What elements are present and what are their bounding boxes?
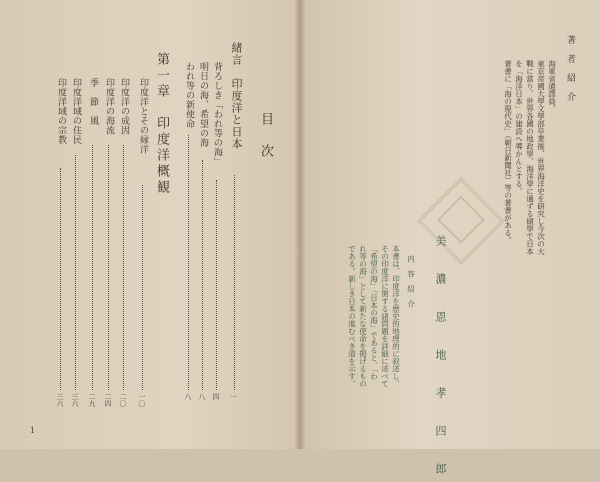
toc-entry: 印度洋域の宗教 [56,78,66,145]
toc-page-number: 八 [184,393,192,400]
toc-page-number: 三六 [56,393,64,407]
toc-leader [234,175,235,390]
author-bio-heading: 著 者 紹 介 [565,35,575,102]
toc-entry: 明日の海、希望の海 [198,62,208,148]
content-intro-line: 本書は、印度洋を歴史的地理的に叙述し、 [391,245,401,388]
author-bio-line: 東京帝國大學文學部卒業後、世界海洋史を研究し今次の大 [536,60,546,255]
author-name: 美 濃 恩 地 孝 四 郎 [434,235,447,482]
toc-leader [216,180,217,390]
toc-leader [142,185,143,390]
toc-leader [123,145,124,390]
author-bio-line: 戰に當り、世界各國の地政學、海洋學に通ずる碩學で日本 [525,60,535,255]
toc-entry: 季 節 風 [88,78,98,126]
toc-page-number: 二九 [88,393,96,407]
toc-page-number: 四 [212,393,220,400]
toc-page-number: 二四 [104,393,112,407]
toc-leader [60,168,61,390]
toc-page-number: 八 [198,393,206,400]
toc-entry: 印度洋とその縁洋 [138,78,148,154]
toc-leader [202,160,203,390]
toc-entry: 印度洋の海流 [104,78,114,135]
toc-entry: われ等の新使命 [184,62,194,129]
author-bio-line: 著書に「海の現代史」（朝日新聞社）等の著書がある。 [503,60,513,244]
author-bio-line: を「海洋日本」の建設へ導かんとする。 [514,60,524,195]
book-gutter [294,0,306,449]
content-intro-line: 「希望の海」「日本の海」であると、「わ [369,245,379,380]
toc-leader [188,135,189,390]
toc-entry: 印度洋の成因 [119,78,129,135]
toc-leader [92,145,93,390]
content-intro-line: である。新しき日本の進むべき道を示す。 [347,245,357,388]
page-folio: 1 [30,426,36,435]
toc-page-number: 三六 [71,393,79,407]
author-bio-line: 海軍省通譯員。 [547,60,557,113]
content-intro-line: れ等の海」として新たな使命を掲げるもの [358,245,368,388]
toc-leader [75,155,76,390]
left-page [0,0,300,449]
toc-leader [108,145,109,390]
toc-heading: 目 次 [258,112,273,160]
toc-entry: 緒言 印度洋と日本 [230,42,243,150]
toc-page-number: 一 [229,393,237,400]
content-intro-heading: 内 容 紹 介 [406,255,416,308]
toc-page-number: 一〇 [138,393,146,407]
toc-entry: 印度洋域の住民 [71,78,81,145]
chapter-heading: 第一章 印度洋概観 [154,52,169,196]
content-intro-line: その印度洋に関する諸問題を詳細に述べて [380,245,390,388]
toc-page-number: 二〇 [119,393,127,407]
toc-entry: 背ろしき「われ等の海」 [212,62,222,167]
